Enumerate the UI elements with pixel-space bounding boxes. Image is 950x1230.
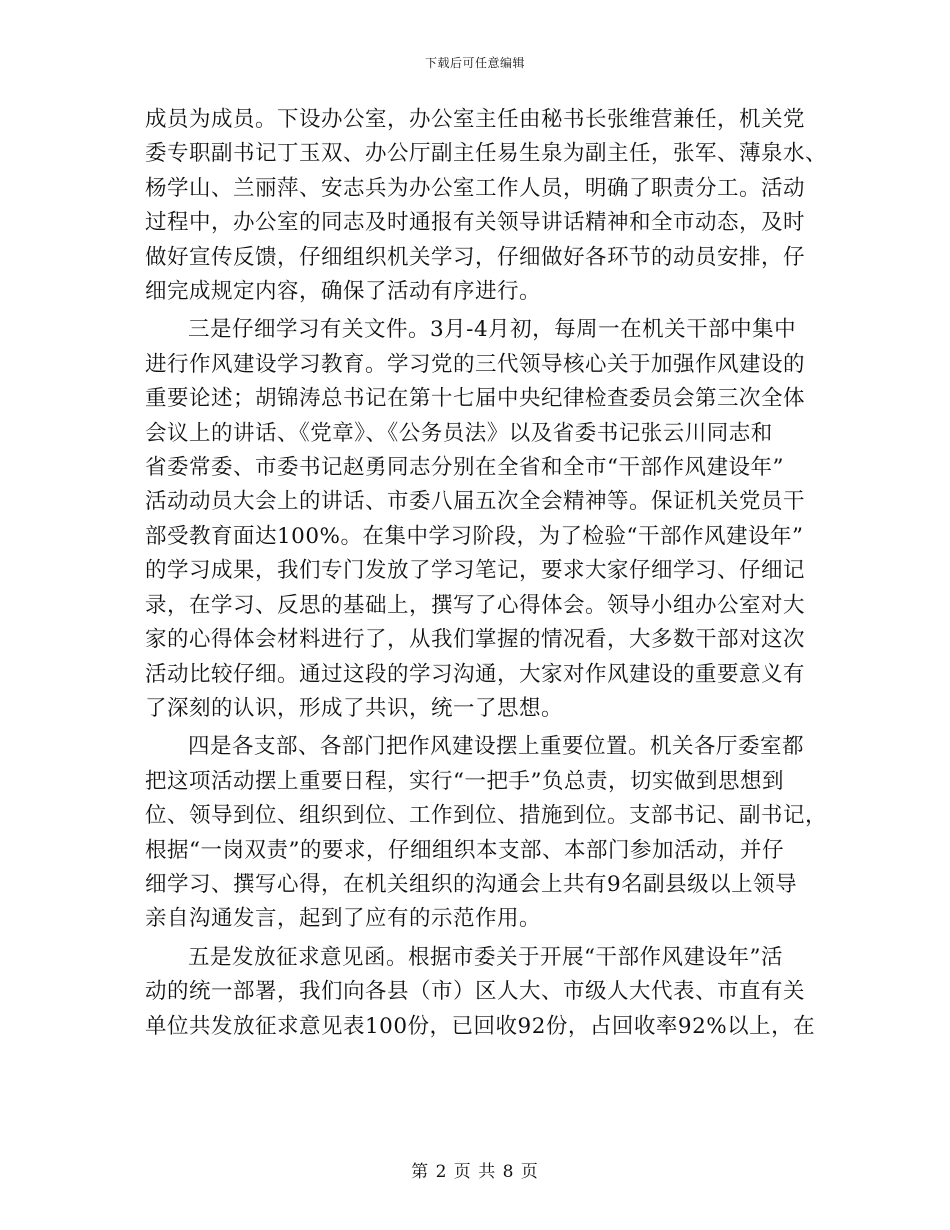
text-line: 单位共发放征求意见表100份，已回收92份，占回收率92%以上，在 <box>145 1013 816 1039</box>
text-line: 动的统一部署，我们向各县（市）区人大、市级人大代表、市直有关 <box>145 979 806 1005</box>
paragraph <box>145 941 816 1044</box>
text-line: 委专职副书记丁玉双、办公厅副主任易生泉为副主任，张军、薄泉水、 <box>145 141 828 167</box>
text-line: 会议上的讲话、《党章》、《公务员法》以及省委书记张云川同志和 <box>145 420 773 446</box>
document-body <box>145 103 828 1048</box>
text-line: 三是仔细学习有关文件。3月-4月初，每周一在机关干部中集中 <box>188 317 797 343</box>
text-line: 进行作风建设学习教育。学习党的三代领导核心关于加强作风建设的 <box>145 351 806 377</box>
text-line: 录，在学习、反思的基础上，撰写了心得体会。领导小组办公室对大 <box>145 592 806 618</box>
page-footer: 第 2 页 共 8 页 <box>411 1162 539 1182</box>
text-line: 位、领导到位、组织到位、工作到位、措施到位。支部书记、副书记， <box>145 803 828 829</box>
text-line: 活动比较仔细。通过这段的学习沟通，大家对作风建设的重要意义有 <box>145 661 806 687</box>
text-line: 重要论述；胡锦涛总书记在第十七届中央纪律检查委员会第三次全体 <box>145 386 806 412</box>
page-header: 下载后可任意编辑 <box>424 56 525 70</box>
text-line: 的学习成果，我们专门发放了学习笔记，要求大家仔细学习、仔细记 <box>145 558 806 584</box>
text-line: 省委常委、市委书记赵勇同志分别在全省和全市“干部作风建设年” <box>145 455 784 481</box>
text-line: 了深刻的认识，形成了共识，统一了思想。 <box>145 695 564 721</box>
text-line: 做好宣传反馈，仔细组织机关学习，仔细做好各环节的动员安排，仔 <box>145 244 806 270</box>
text-line: 把这项活动摆上重要日程，实行“一把手”负总责，切实做到思想到 <box>145 768 784 794</box>
text-line: 杨学山、兰丽萍、安志兵为办公室工作人员，明确了职责分工。活动 <box>145 175 806 201</box>
text-line: 活动动员大会上的讲话、市委八届五次全会精神等。保证机关党员干 <box>145 489 806 515</box>
text-line: 四是各支部、各部门把作风建设摆上重要位置。机关各厅委室都 <box>188 734 805 760</box>
text-line: 细完成规定内容，确保了活动有序进行。 <box>145 279 542 305</box>
text-line: 亲自沟通发言，起到了应有的示范作用。 <box>145 906 542 932</box>
paragraph <box>145 313 807 726</box>
text-line: 过程中，办公室的同志及时通报有关领导讲话精神和全市动态，及时 <box>145 210 806 236</box>
text-line: 五是发放征求意见函。根据市委关于开展“干部作风建设年”活 <box>188 944 783 970</box>
text-line: 成员为成员。下设办公室，办公室主任由秘书长张维营兼任，机关党 <box>145 107 806 132</box>
text-line: 根据“一岗双责”的要求，仔细组织本支部、本部门参加活动，并仔 <box>145 837 784 863</box>
paragraph <box>145 730 828 936</box>
text-line: 家的心得体会材料进行了，从我们掌握的情况看，大多数干部对这次 <box>145 627 806 653</box>
text-line: 部受教育面达100%。在集中学习阶段，为了检验“干部作风建设年” <box>145 523 804 549</box>
text-line: 细学习、撰写心得，在机关组织的沟通会上共有9名副县级以上领导 <box>145 871 798 897</box>
paragraph <box>145 103 828 309</box>
